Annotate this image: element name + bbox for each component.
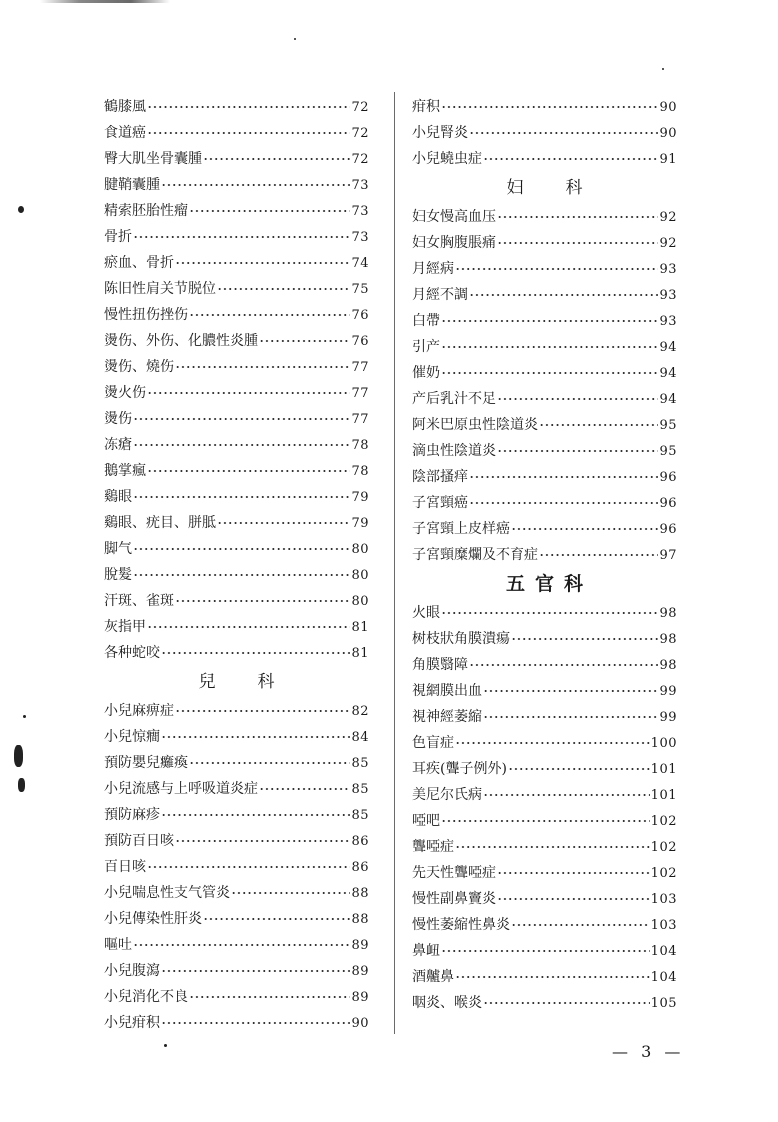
dot-leader <box>133 944 350 946</box>
toc-entry[interactable] <box>104 172 369 198</box>
toc-entry[interactable] <box>412 600 677 626</box>
dot-leader <box>161 736 350 738</box>
entry-title: 角膜翳障 <box>412 657 468 673</box>
toc-entry[interactable] <box>412 464 677 490</box>
dot-leader <box>133 496 350 498</box>
entry-title: 子宮頸糜爛及不育症 <box>412 547 538 563</box>
entry-page: 93 <box>659 314 677 329</box>
toc-entry[interactable] <box>412 860 677 886</box>
toc-entry[interactable] <box>412 704 677 730</box>
dot-leader <box>231 892 350 894</box>
toc-entry[interactable] <box>104 302 369 328</box>
toc-entry[interactable] <box>104 828 369 854</box>
toc-entry[interactable] <box>412 438 677 464</box>
entry-title: 妇女慢高血压 <box>412 209 496 225</box>
entry-page: 97 <box>659 548 677 563</box>
entry-title: 預防百日咳 <box>104 833 174 849</box>
entry-page: 98 <box>659 632 677 647</box>
toc-entry[interactable] <box>412 282 677 308</box>
entry-title: 催奶 <box>412 365 440 381</box>
dot-leader <box>497 216 658 218</box>
scan-edge-artifact <box>40 0 170 3</box>
entry-title: 子宮頸癌 <box>412 495 468 511</box>
dot-leader <box>497 450 658 452</box>
toc-entry[interactable] <box>104 250 369 276</box>
entry-page: 89 <box>351 938 369 953</box>
toc-entry[interactable] <box>104 854 369 880</box>
scan-speck <box>18 778 25 792</box>
entry-title: 聾啞症 <box>412 839 454 855</box>
toc-entry[interactable] <box>104 458 369 484</box>
toc-entry[interactable] <box>104 276 369 302</box>
entry-page: 91 <box>659 152 677 167</box>
entry-title: 小兒惊癎 <box>104 729 160 745</box>
entry-title: 鶴膝風 <box>104 99 146 115</box>
entry-page: 93 <box>659 262 677 277</box>
entry-page: 102 <box>650 866 677 881</box>
dot-leader <box>441 372 658 374</box>
entry-title: 小兒流感与上呼吸道炎症 <box>104 781 258 797</box>
toc-entry[interactable] <box>412 964 677 990</box>
entry-title: 色盲症 <box>412 735 454 751</box>
entry-title: 小兒喘息性支气管炎 <box>104 885 230 901</box>
toc-entry[interactable] <box>412 886 677 912</box>
toc-entry[interactable] <box>412 412 677 438</box>
entry-page: 81 <box>351 646 369 661</box>
scan-speck <box>23 715 26 718</box>
entry-page: 98 <box>659 606 677 621</box>
section-heading-gynecology: 妇科 <box>506 178 625 198</box>
dot-leader <box>147 106 350 108</box>
entry-title: 食道癌 <box>104 125 146 141</box>
entry-page: 105 <box>650 996 677 1011</box>
entry-title: 精索胚胎性瘤 <box>104 203 188 219</box>
dot-leader <box>441 612 658 614</box>
entry-title: 骨折 <box>104 229 132 245</box>
dot-leader <box>161 652 350 654</box>
dot-leader <box>147 392 350 394</box>
entry-title: 脚气 <box>104 541 132 557</box>
entry-page: 94 <box>659 340 677 355</box>
entry-page: 72 <box>351 100 369 115</box>
entry-page: 76 <box>351 334 369 349</box>
entry-title: 視神經萎縮 <box>412 709 482 725</box>
entry-title: 先天性聾啞症 <box>412 865 496 881</box>
entry-title: 燙伤、燒伤 <box>104 359 174 375</box>
entry-page: 88 <box>351 886 369 901</box>
toc-entry[interactable] <box>104 380 369 406</box>
entry-page: 77 <box>351 360 369 375</box>
toc-entry[interactable] <box>104 94 369 120</box>
entry-title: 陰部搔痒 <box>412 469 468 485</box>
toc-group-pediatrics-cont <box>412 94 677 172</box>
entry-page: 90 <box>659 126 677 141</box>
toc-entry[interactable] <box>104 432 369 458</box>
dot-leader <box>259 788 350 790</box>
scan-speck <box>164 1044 167 1047</box>
entry-title: 鷄眼 <box>104 489 132 505</box>
entry-title: 妇女胸腹脹痛 <box>412 235 496 251</box>
entry-title: 燙伤、外伤、化膿性炎腫 <box>104 333 258 349</box>
entry-title: 鷄眼、疣目、胼胝 <box>104 515 216 531</box>
toc-entry[interactable] <box>104 724 369 750</box>
entry-title: 陈旧性肩关节脱位 <box>104 281 216 297</box>
dot-leader <box>161 184 350 186</box>
entry-title: 小兒蟯虫症 <box>412 151 482 167</box>
dot-leader <box>469 476 658 478</box>
entry-title: 小兒消化不良 <box>104 989 188 1005</box>
entry-page: 74 <box>351 256 369 271</box>
dot-leader <box>483 158 658 160</box>
toc-entry[interactable] <box>104 588 369 614</box>
toc-entry[interactable] <box>104 984 369 1010</box>
toc-entry[interactable] <box>104 484 369 510</box>
dot-leader <box>203 158 350 160</box>
dot-leader <box>511 528 658 530</box>
toc-entry[interactable] <box>412 626 677 652</box>
entry-page: 75 <box>351 282 369 297</box>
entry-title: 脫髮 <box>104 567 132 583</box>
dot-leader <box>189 762 350 764</box>
entry-title: 百日咳 <box>104 859 146 875</box>
toc-entry[interactable] <box>104 932 369 958</box>
toc-right-column <box>412 94 677 1016</box>
entry-page: 73 <box>351 230 369 245</box>
dot-leader <box>133 444 350 446</box>
dot-leader <box>455 976 650 978</box>
toc-group-five-senses <box>412 600 677 1016</box>
toc-entry[interactable] <box>104 880 369 906</box>
entry-title: 慢性萎縮性鼻炎 <box>412 917 510 933</box>
entry-page: 85 <box>351 756 369 771</box>
dot-leader <box>497 398 658 400</box>
toc-entry[interactable] <box>412 990 677 1016</box>
toc-entry[interactable] <box>104 640 369 666</box>
section-heading-five-senses: 五官科 <box>505 573 593 595</box>
entry-page: 88 <box>351 912 369 927</box>
entry-title: 小兒傳染性肝炎 <box>104 911 202 927</box>
toc-entry[interactable] <box>104 354 369 380</box>
toc-entry[interactable] <box>412 360 677 386</box>
toc-entry[interactable] <box>412 678 677 704</box>
dot-leader <box>469 664 658 666</box>
dot-leader <box>147 866 350 868</box>
entry-page: 85 <box>351 808 369 823</box>
entry-page: 96 <box>659 470 677 485</box>
dot-leader <box>133 574 350 576</box>
toc-entry[interactable] <box>412 730 677 756</box>
dot-leader <box>189 210 350 212</box>
entry-title: 火眼 <box>412 605 440 621</box>
dot-leader <box>483 716 658 718</box>
dot-leader <box>161 970 350 972</box>
dot-leader <box>539 554 658 556</box>
dot-leader <box>469 132 658 134</box>
dot-leader <box>455 846 650 848</box>
toc-entry[interactable] <box>104 906 369 932</box>
entry-title: 各种蛇咬 <box>104 645 160 661</box>
toc-group-surgery-cont <box>104 94 369 666</box>
dot-leader <box>161 1022 350 1024</box>
entry-page: 78 <box>351 464 369 479</box>
entry-title: 子宮頸上皮样癌 <box>412 521 510 537</box>
scan-speck <box>18 206 24 213</box>
dot-leader <box>133 548 350 550</box>
dot-leader <box>483 690 658 692</box>
toc-entry[interactable] <box>412 782 677 808</box>
dot-leader <box>217 288 350 290</box>
entry-page: 89 <box>351 964 369 979</box>
entry-page: 92 <box>659 210 677 225</box>
dot-leader <box>175 262 350 264</box>
entry-title: 月經病 <box>412 261 454 277</box>
toc-entry[interactable] <box>412 808 677 834</box>
entry-page: 104 <box>650 944 677 959</box>
toc-entry[interactable] <box>104 328 369 354</box>
entry-page: 80 <box>351 542 369 557</box>
entry-page: 72 <box>351 126 369 141</box>
entry-title: 小兒腎炎 <box>412 125 468 141</box>
toc-entry[interactable] <box>412 204 677 230</box>
entry-title: 慢性副鼻竇炎 <box>412 891 496 907</box>
entry-page: 80 <box>351 568 369 583</box>
entry-title: 預防嬰兒癱瘓 <box>104 755 188 771</box>
column-divider <box>394 92 395 1034</box>
dot-leader <box>497 898 650 900</box>
entry-title: 阿米巴原虫性陰道炎 <box>412 417 538 433</box>
dot-leader <box>175 600 350 602</box>
entry-title: 白帶 <box>412 313 440 329</box>
toc-entry[interactable] <box>412 490 677 516</box>
toc-entry[interactable] <box>412 94 677 120</box>
toc-entry[interactable] <box>412 386 677 412</box>
entry-title: 耳疾(聾子例外) <box>412 761 507 777</box>
entry-title: 瘀血、骨折 <box>104 255 174 271</box>
entry-page: 103 <box>650 918 677 933</box>
scan-speck <box>14 745 23 767</box>
toc-entry[interactable] <box>104 198 369 224</box>
toc-entry[interactable] <box>104 802 369 828</box>
entry-page: 95 <box>659 418 677 433</box>
toc-entry[interactable] <box>412 542 677 568</box>
entry-page: 93 <box>659 288 677 303</box>
entry-title: 慢性扭伤挫伤 <box>104 307 188 323</box>
entry-page: 102 <box>650 814 677 829</box>
entry-page: 94 <box>659 366 677 381</box>
entry-page: 77 <box>351 386 369 401</box>
entry-page: 72 <box>351 152 369 167</box>
toc-entry[interactable] <box>412 334 677 360</box>
dot-leader <box>217 522 350 524</box>
entry-title: 美尼尔氏病 <box>412 787 482 803</box>
entry-page: 89 <box>351 990 369 1005</box>
entry-title: 預防麻疹 <box>104 807 160 823</box>
toc-entry[interactable] <box>104 698 369 724</box>
toc-entry[interactable] <box>104 958 369 984</box>
entry-title: 視網膜出血 <box>412 683 482 699</box>
dot-leader <box>539 424 658 426</box>
entry-page: 95 <box>659 444 677 459</box>
entry-title: 月經不調 <box>412 287 468 303</box>
entry-title: 鼻衄 <box>412 943 440 959</box>
toc-left-column <box>104 94 369 1036</box>
scan-speck <box>294 38 296 40</box>
entry-title: 疳积 <box>412 99 440 115</box>
toc-entry[interactable] <box>104 614 369 640</box>
toc-entry[interactable] <box>412 230 677 256</box>
entry-title: 燙伤 <box>104 411 132 427</box>
entry-title: 啞吧 <box>412 813 440 829</box>
dot-leader <box>147 132 350 134</box>
entry-title: 鵝掌瘋 <box>104 463 146 479</box>
dot-leader <box>441 346 658 348</box>
entry-page: 102 <box>650 840 677 855</box>
dot-leader <box>175 366 350 368</box>
entry-title: 咽炎、喉炎 <box>412 995 482 1011</box>
entry-title: 灰指甲 <box>104 619 146 635</box>
entry-page: 103 <box>650 892 677 907</box>
dot-leader <box>441 106 658 108</box>
toc-entry[interactable] <box>412 516 677 542</box>
dot-leader <box>259 340 350 342</box>
entry-page: 79 <box>351 490 369 505</box>
dot-leader <box>455 742 650 744</box>
entry-title: 树枝狀角膜潰瘍 <box>412 631 510 647</box>
toc-entry[interactable] <box>412 912 677 938</box>
toc-entry[interactable] <box>104 750 369 776</box>
page-number: — 3 — <box>612 1042 685 1061</box>
toc-entry[interactable] <box>104 406 369 432</box>
dot-leader <box>133 236 350 238</box>
entry-title: 产后乳汁不足 <box>412 391 496 407</box>
entry-page: 99 <box>659 684 677 699</box>
dot-leader <box>441 320 658 322</box>
entry-page: 90 <box>351 1016 369 1031</box>
toc-entry[interactable] <box>104 776 369 802</box>
entry-page: 104 <box>650 970 677 985</box>
entry-page: 82 <box>351 704 369 719</box>
entry-page: 96 <box>659 522 677 537</box>
dot-leader <box>175 840 350 842</box>
entry-title: 腱鞘囊腫 <box>104 177 160 193</box>
entry-page: 76 <box>351 308 369 323</box>
dot-leader <box>511 638 658 640</box>
dot-leader <box>483 794 650 796</box>
dot-leader <box>203 918 350 920</box>
entry-page: 73 <box>351 204 369 219</box>
dot-leader <box>147 470 350 472</box>
toc-entry[interactable] <box>412 756 677 782</box>
entry-page: 78 <box>351 438 369 453</box>
entry-page: 73 <box>351 178 369 193</box>
dot-leader <box>441 820 650 822</box>
entry-page: 96 <box>659 496 677 511</box>
toc-entry[interactable] <box>104 1010 369 1036</box>
toc-entry[interactable] <box>412 938 677 964</box>
toc-entry[interactable] <box>104 562 369 588</box>
dot-leader <box>469 502 658 504</box>
dot-leader <box>511 924 650 926</box>
toc-group-gynecology <box>412 204 677 568</box>
entry-title: 汗斑、雀斑 <box>104 593 174 609</box>
dot-leader <box>133 418 350 420</box>
dot-leader <box>147 626 350 628</box>
entry-title: 嘔吐 <box>104 937 132 953</box>
toc-entry[interactable] <box>104 224 369 250</box>
dot-leader <box>508 768 650 770</box>
entry-page: 101 <box>650 762 677 777</box>
toc-group-pediatrics <box>104 698 369 1036</box>
dot-leader <box>455 268 658 270</box>
dot-leader <box>189 996 350 998</box>
dot-leader <box>441 950 650 952</box>
entry-page: 85 <box>351 782 369 797</box>
entry-page: 80 <box>351 594 369 609</box>
section-heading-pediatrics: 兒科 <box>198 672 317 692</box>
toc-entry[interactable] <box>104 146 369 172</box>
entry-page: 99 <box>659 710 677 725</box>
dot-leader <box>161 814 350 816</box>
toc-entry[interactable] <box>412 834 677 860</box>
dot-leader <box>483 1002 650 1004</box>
entry-page: 86 <box>351 860 369 875</box>
entry-title: 燙火伤 <box>104 385 146 401</box>
entry-page: 84 <box>351 730 369 745</box>
scan-speck <box>662 68 664 70</box>
entry-title: 引产 <box>412 339 440 355</box>
entry-page: 81 <box>351 620 369 635</box>
entry-title: 小兒麻痹症 <box>104 703 174 719</box>
entry-title: 滴虫性陰道炎 <box>412 443 496 459</box>
entry-page: 101 <box>650 788 677 803</box>
dot-leader <box>497 242 658 244</box>
entry-page: 92 <box>659 236 677 251</box>
toc-entry[interactable] <box>104 536 369 562</box>
dot-leader <box>189 314 350 316</box>
toc-entry[interactable] <box>412 120 677 146</box>
entry-page: 90 <box>659 100 677 115</box>
entry-title: 臀大肌坐骨囊腫 <box>104 151 202 167</box>
toc-entry[interactable] <box>412 308 677 334</box>
dot-leader <box>175 710 350 712</box>
entry-page: 86 <box>351 834 369 849</box>
entry-page: 79 <box>351 516 369 531</box>
entry-page: 98 <box>659 658 677 673</box>
toc-entry[interactable] <box>104 120 369 146</box>
entry-page: 94 <box>659 392 677 407</box>
entry-title: 冻瘡 <box>104 437 132 453</box>
entry-page: 77 <box>351 412 369 427</box>
toc-entry[interactable] <box>412 146 677 172</box>
toc-entry[interactable] <box>412 256 677 282</box>
dot-leader <box>469 294 658 296</box>
entry-title: 酒齇鼻 <box>412 969 454 985</box>
entry-title: 小兒腹瀉 <box>104 963 160 979</box>
toc-entry[interactable] <box>104 510 369 536</box>
entry-title: 小兒疳积 <box>104 1015 160 1031</box>
toc-entry[interactable] <box>412 652 677 678</box>
dot-leader <box>497 872 650 874</box>
entry-page: 100 <box>650 736 677 751</box>
